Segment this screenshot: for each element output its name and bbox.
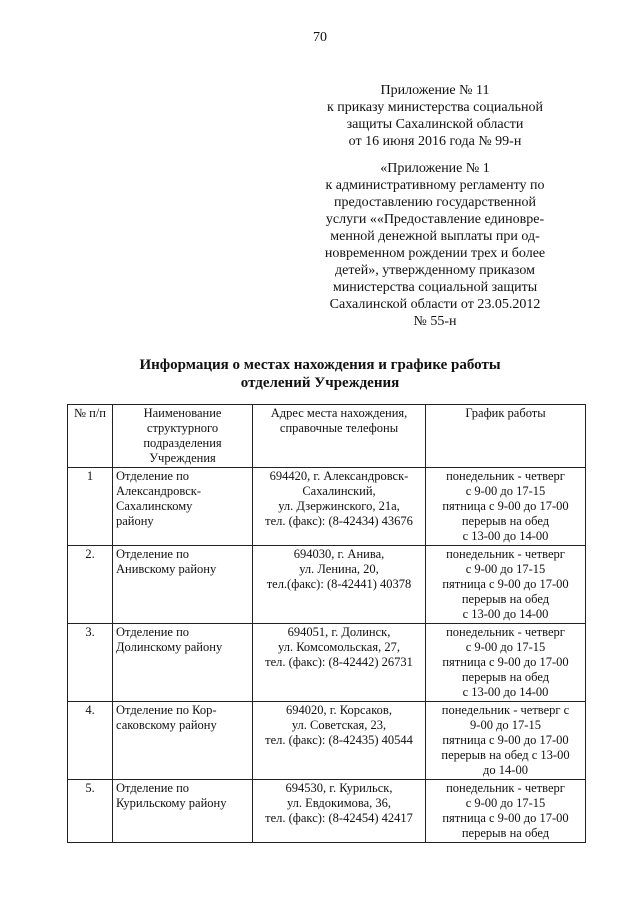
office-address	[253, 624, 426, 702]
appendix-11-header	[300, 82, 570, 150]
row-number: 5.	[68, 780, 113, 843]
cell-line: пятница с 9-00 до 17-00	[442, 733, 569, 747]
cell-line: Отделение по	[116, 781, 190, 795]
appendix-1-line: министерства социальной защиты	[332, 280, 538, 295]
header-line: структурного	[146, 421, 219, 435]
cell-line: понедельник - четверг	[446, 547, 565, 561]
office-address	[253, 780, 426, 843]
office-name	[113, 702, 253, 780]
header-line: График работы	[465, 406, 546, 420]
appendix-1-line: Сахалинской области от 23.05.2012	[329, 297, 541, 312]
row-number: 3.	[68, 624, 113, 702]
cell-line: Отделение по	[116, 625, 190, 639]
header-number	[68, 405, 113, 468]
office-name	[113, 780, 253, 843]
cell-line: с 9-00 до 17-15	[465, 640, 546, 654]
cell-line: с 13-00 до 14-00	[462, 607, 549, 621]
appendix-11-line: защиты Сахалинской области	[346, 117, 524, 132]
cell-line: тел. (факс): (8-42454) 42417	[265, 811, 413, 825]
cell-line: с 9-00 до 17-15	[465, 562, 546, 576]
office-address	[253, 468, 426, 546]
cell-line: Сахалинскому	[116, 499, 193, 513]
cell-line: ул. Советская, 23,	[291, 718, 387, 732]
appendix-1-line: детей», утвержденному приказом	[335, 263, 535, 278]
cell-line: понедельник - четверг	[446, 469, 565, 483]
cell-line: перерыв на обед	[461, 670, 550, 684]
cell-line: 694030, г. Анива,	[293, 547, 385, 561]
cell-line: Долинскому району	[116, 640, 223, 654]
cell-line: ул. Евдокимова, 36,	[286, 796, 392, 810]
cell-line: понедельник - четверг	[446, 625, 565, 639]
offices-table	[67, 404, 586, 843]
appendix-11-line: от 16 июня 2016 года № 99-н	[348, 134, 522, 149]
row-number: 1	[68, 468, 113, 546]
office-name	[113, 468, 253, 546]
table-row	[68, 468, 586, 546]
cell-line: Отделение по Кор-	[116, 703, 217, 717]
cell-line: 694020, г. Корсаков,	[286, 703, 392, 717]
cell-line: тел. (факс): (8-42442) 26731	[265, 655, 413, 669]
appendix-1-line: «Приложение № 1	[380, 161, 490, 176]
office-name	[113, 546, 253, 624]
office-schedule	[426, 546, 586, 624]
cell-line: с 9-00 до 17-15	[465, 484, 546, 498]
cell-line: до 14-00	[483, 763, 528, 777]
office-schedule	[426, 468, 586, 546]
table-row	[68, 624, 586, 702]
cell-line: перерыв на обед	[461, 826, 550, 840]
cell-line: тел. (факс): (8-42434) 43676	[265, 514, 413, 528]
table-header-row	[68, 405, 586, 468]
table-row	[68, 702, 586, 780]
cell-line: пятница с 9-00 до 17-00	[442, 811, 569, 825]
header-address	[253, 405, 426, 468]
cell-line: 694051, г. Долинск,	[287, 625, 391, 639]
appendix-1-line: предоставлению государственной	[333, 195, 537, 210]
cell-line: Отделение по	[116, 469, 190, 483]
office-name	[113, 624, 253, 702]
office-address	[253, 702, 426, 780]
cell-line: Анивскому району	[116, 562, 217, 576]
cell-line: ул. Дзержинского, 21а,	[278, 499, 400, 513]
appendix-1-line: новременном рождении трех и более	[324, 246, 546, 261]
appendix-1-line: менной денежной выплаты при од-	[330, 229, 540, 244]
cell-line: ул. Ленина, 20,	[299, 562, 379, 576]
cell-line: Александровск-	[116, 484, 201, 498]
cell-line: тел. (факс): (8-42435) 40544	[265, 733, 413, 747]
header-line: № п/п	[74, 406, 106, 420]
header-line: справочные телефоны	[279, 421, 399, 435]
cell-line: с 13-00 до 14-00	[462, 529, 549, 543]
cell-line: перерыв на обед	[461, 514, 550, 528]
header-line: Наименование	[143, 406, 222, 420]
header-name	[113, 405, 253, 468]
section-title-line: Информация о местах нахождения и графике работы	[139, 357, 501, 373]
header-schedule	[426, 405, 586, 468]
header-line: Учреждения	[149, 451, 216, 465]
cell-line: ул. Комсомольская, 27,	[278, 640, 400, 654]
table-row	[68, 780, 586, 843]
appendix-1-line: № 55-н	[413, 314, 457, 329]
cell-line: пятница с 9-00 до 17-00	[442, 499, 569, 513]
cell-line: перерыв на обед	[461, 592, 550, 606]
row-number: 4.	[68, 702, 113, 780]
cell-line: Отделение по	[116, 547, 190, 561]
cell-line: саковскому району	[116, 718, 217, 732]
appendix-1-line: к административному регламенту по	[325, 178, 545, 193]
appendix-11-line: к приказу министерства социальной	[326, 100, 544, 115]
cell-line: пятница с 9-00 до 17-00	[442, 655, 569, 669]
section-title	[0, 356, 640, 392]
appendix-1-line: услуги ««Предоставление единовре-	[325, 212, 545, 227]
cell-line: перерыв на обед с 13-00	[441, 748, 570, 762]
office-schedule	[426, 780, 586, 843]
office-address	[253, 546, 426, 624]
cell-line: Курильскому району	[116, 796, 227, 810]
appendix-1-header	[300, 160, 570, 330]
cell-line: с 13-00 до 14-00	[462, 685, 549, 699]
cell-line: пятница с 9-00 до 17-00	[442, 577, 569, 591]
header-line: подразделения	[143, 436, 222, 450]
cell-line: с 9-00 до 17-15	[465, 796, 546, 810]
cell-line: тел.(факс): (8-42441) 40378	[266, 577, 412, 591]
header-line: Адрес места нахождения,	[270, 406, 408, 420]
section-title-line: отделений Учреждения	[240, 375, 400, 391]
cell-line: понедельник - четверг с	[441, 703, 570, 717]
office-schedule	[426, 702, 586, 780]
cell-line: понедельник - четверг	[446, 781, 565, 795]
page-number: 70	[313, 30, 327, 45]
cell-line: 694420, г. Александровск-	[269, 469, 409, 483]
cell-line: району	[116, 514, 154, 528]
office-schedule	[426, 624, 586, 702]
cell-line: 694530, г. Курильск,	[285, 781, 393, 795]
cell-line: 9-00 до 17-15	[470, 718, 541, 732]
appendix-11-line: Приложение № 11	[380, 83, 490, 98]
row-number: 2.	[68, 546, 113, 624]
cell-line: Сахалинский,	[302, 484, 376, 498]
table-row	[68, 546, 586, 624]
